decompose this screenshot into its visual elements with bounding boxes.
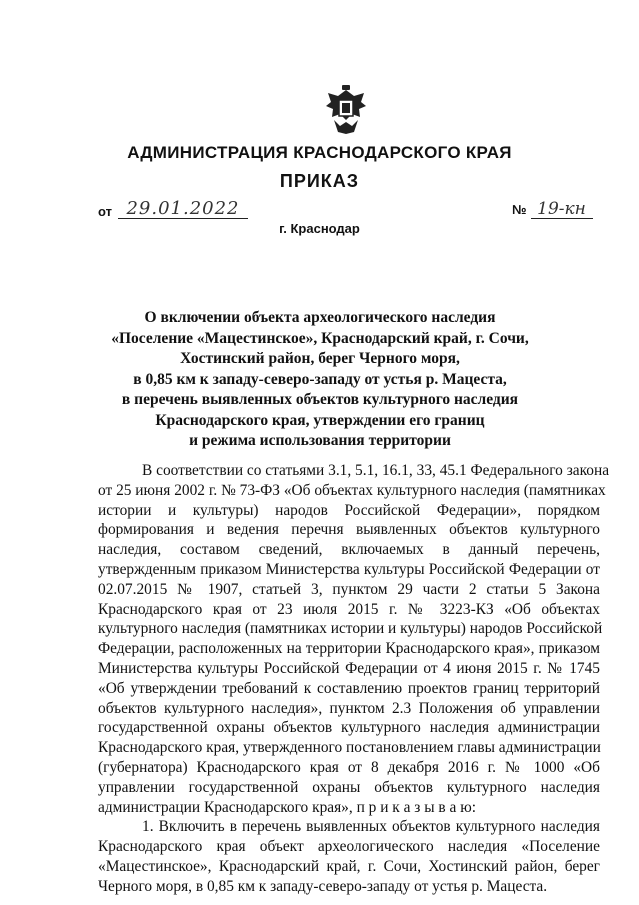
body-line: наследия, составом сведений, включаемых в данный перечень, — [98, 541, 600, 559]
subject-line: и режима использования территории — [189, 432, 451, 449]
city: г. Краснодар — [279, 221, 360, 236]
body-line: Краснодарского края, утвержденного постановлением главы администрации — [98, 739, 601, 757]
body-line: «Об утверждении требований к составлению проектов границ территорий — [98, 679, 600, 697]
document-body — [98, 461, 610, 897]
subject-line: в 0,85 км к западу-северо-западу от устья р. Мацеста, — [133, 370, 507, 388]
body-line: 02.07.2015 № 1907, статьей 3, пунктом 29 части 2 статьи 5 Закона — [98, 580, 600, 598]
date-row — [98, 200, 248, 219]
body-line: администрации Краснодарского края», п р и к а з ы в а ю: — [98, 798, 476, 816]
body-line: В соответствии со статьями 3.1, 5.1, 16.1, 33, 45.1 Федерального закона — [142, 462, 610, 479]
body-line: управлении государственной охраны объектов культурного наследия — [98, 778, 600, 796]
number-row — [512, 200, 593, 219]
number-label: № — [512, 202, 527, 217]
body-line: Черного моря, в 0,85 км к западу-северо-западу от устья р. Мацеста. — [98, 877, 548, 895]
body-line: Федерации, расположенных на территории Краснодарского края», приказом — [98, 640, 600, 658]
organization-title: АДМИНИСТРАЦИЯ КРАСНОДАРСКОГО КРАЯ — [127, 143, 512, 162]
subject-line: в перечень выявленных объектов культурного наследия — [121, 391, 519, 408]
body-line: (губернатора) Краснодарского края от 8 декабря 2016 г. № 1000 «Об — [98, 758, 600, 776]
date-label: от — [98, 204, 112, 219]
body-line: формирования и ведения перечня выявленных объектов культурного — [98, 521, 600, 539]
body-line: Министерства культуры Российской Федерации от 4 июня 2015 г. № 1745 — [98, 659, 600, 677]
document-type: ПРИКАЗ — [279, 171, 360, 191]
body-line: «Мацестинское», Краснодарский край, г. Сочи, Хостинский район, берег — [98, 857, 600, 875]
coat-of-arms-icon — [324, 84, 368, 136]
body-line: Краснодарского края объект археологического наследия «Поселение — [98, 838, 600, 856]
body-line: культурного наследия (памятниках истории и культуры) народов Российской — [98, 620, 603, 638]
body-line: 1. Включить в перечень выявленных объектов культурного наследия — [142, 818, 600, 836]
body-line: истории и культуры) народов Российской Федерации», порядком — [98, 501, 600, 519]
body-line: объектов культурного наследия», пунктом 2.3 Положения об управлении — [98, 699, 600, 717]
body-line: государственной охраны объектов культурного наследия администрации — [98, 719, 600, 737]
document-subject — [110, 308, 530, 452]
body-line: Краснодарского края от 23 июля 2015 г. № 3223-КЗ «Об объектах — [98, 600, 600, 618]
body-line: утвержденным приказом Министерства культуры Российской Федерации от — [98, 560, 600, 578]
handwritten-number: 19-кн — [531, 200, 593, 219]
subject-line: «Поселение «Мацестинское», Краснодарский край, г. Сочи, — [111, 329, 529, 347]
subject-line: Краснодарского края, утверждении его границ — [155, 411, 485, 429]
subject-line: О включении объекта археологического наследия — [144, 309, 496, 326]
subject-line: Хостинский район, берег Черного моря, — [180, 350, 460, 367]
body-line: от 25 июня 2002 г. № 73-ФЗ «Об объектах культурного наследия (памятниках — [98, 481, 606, 499]
handwritten-date: 29.01.2022 — [118, 200, 248, 219]
